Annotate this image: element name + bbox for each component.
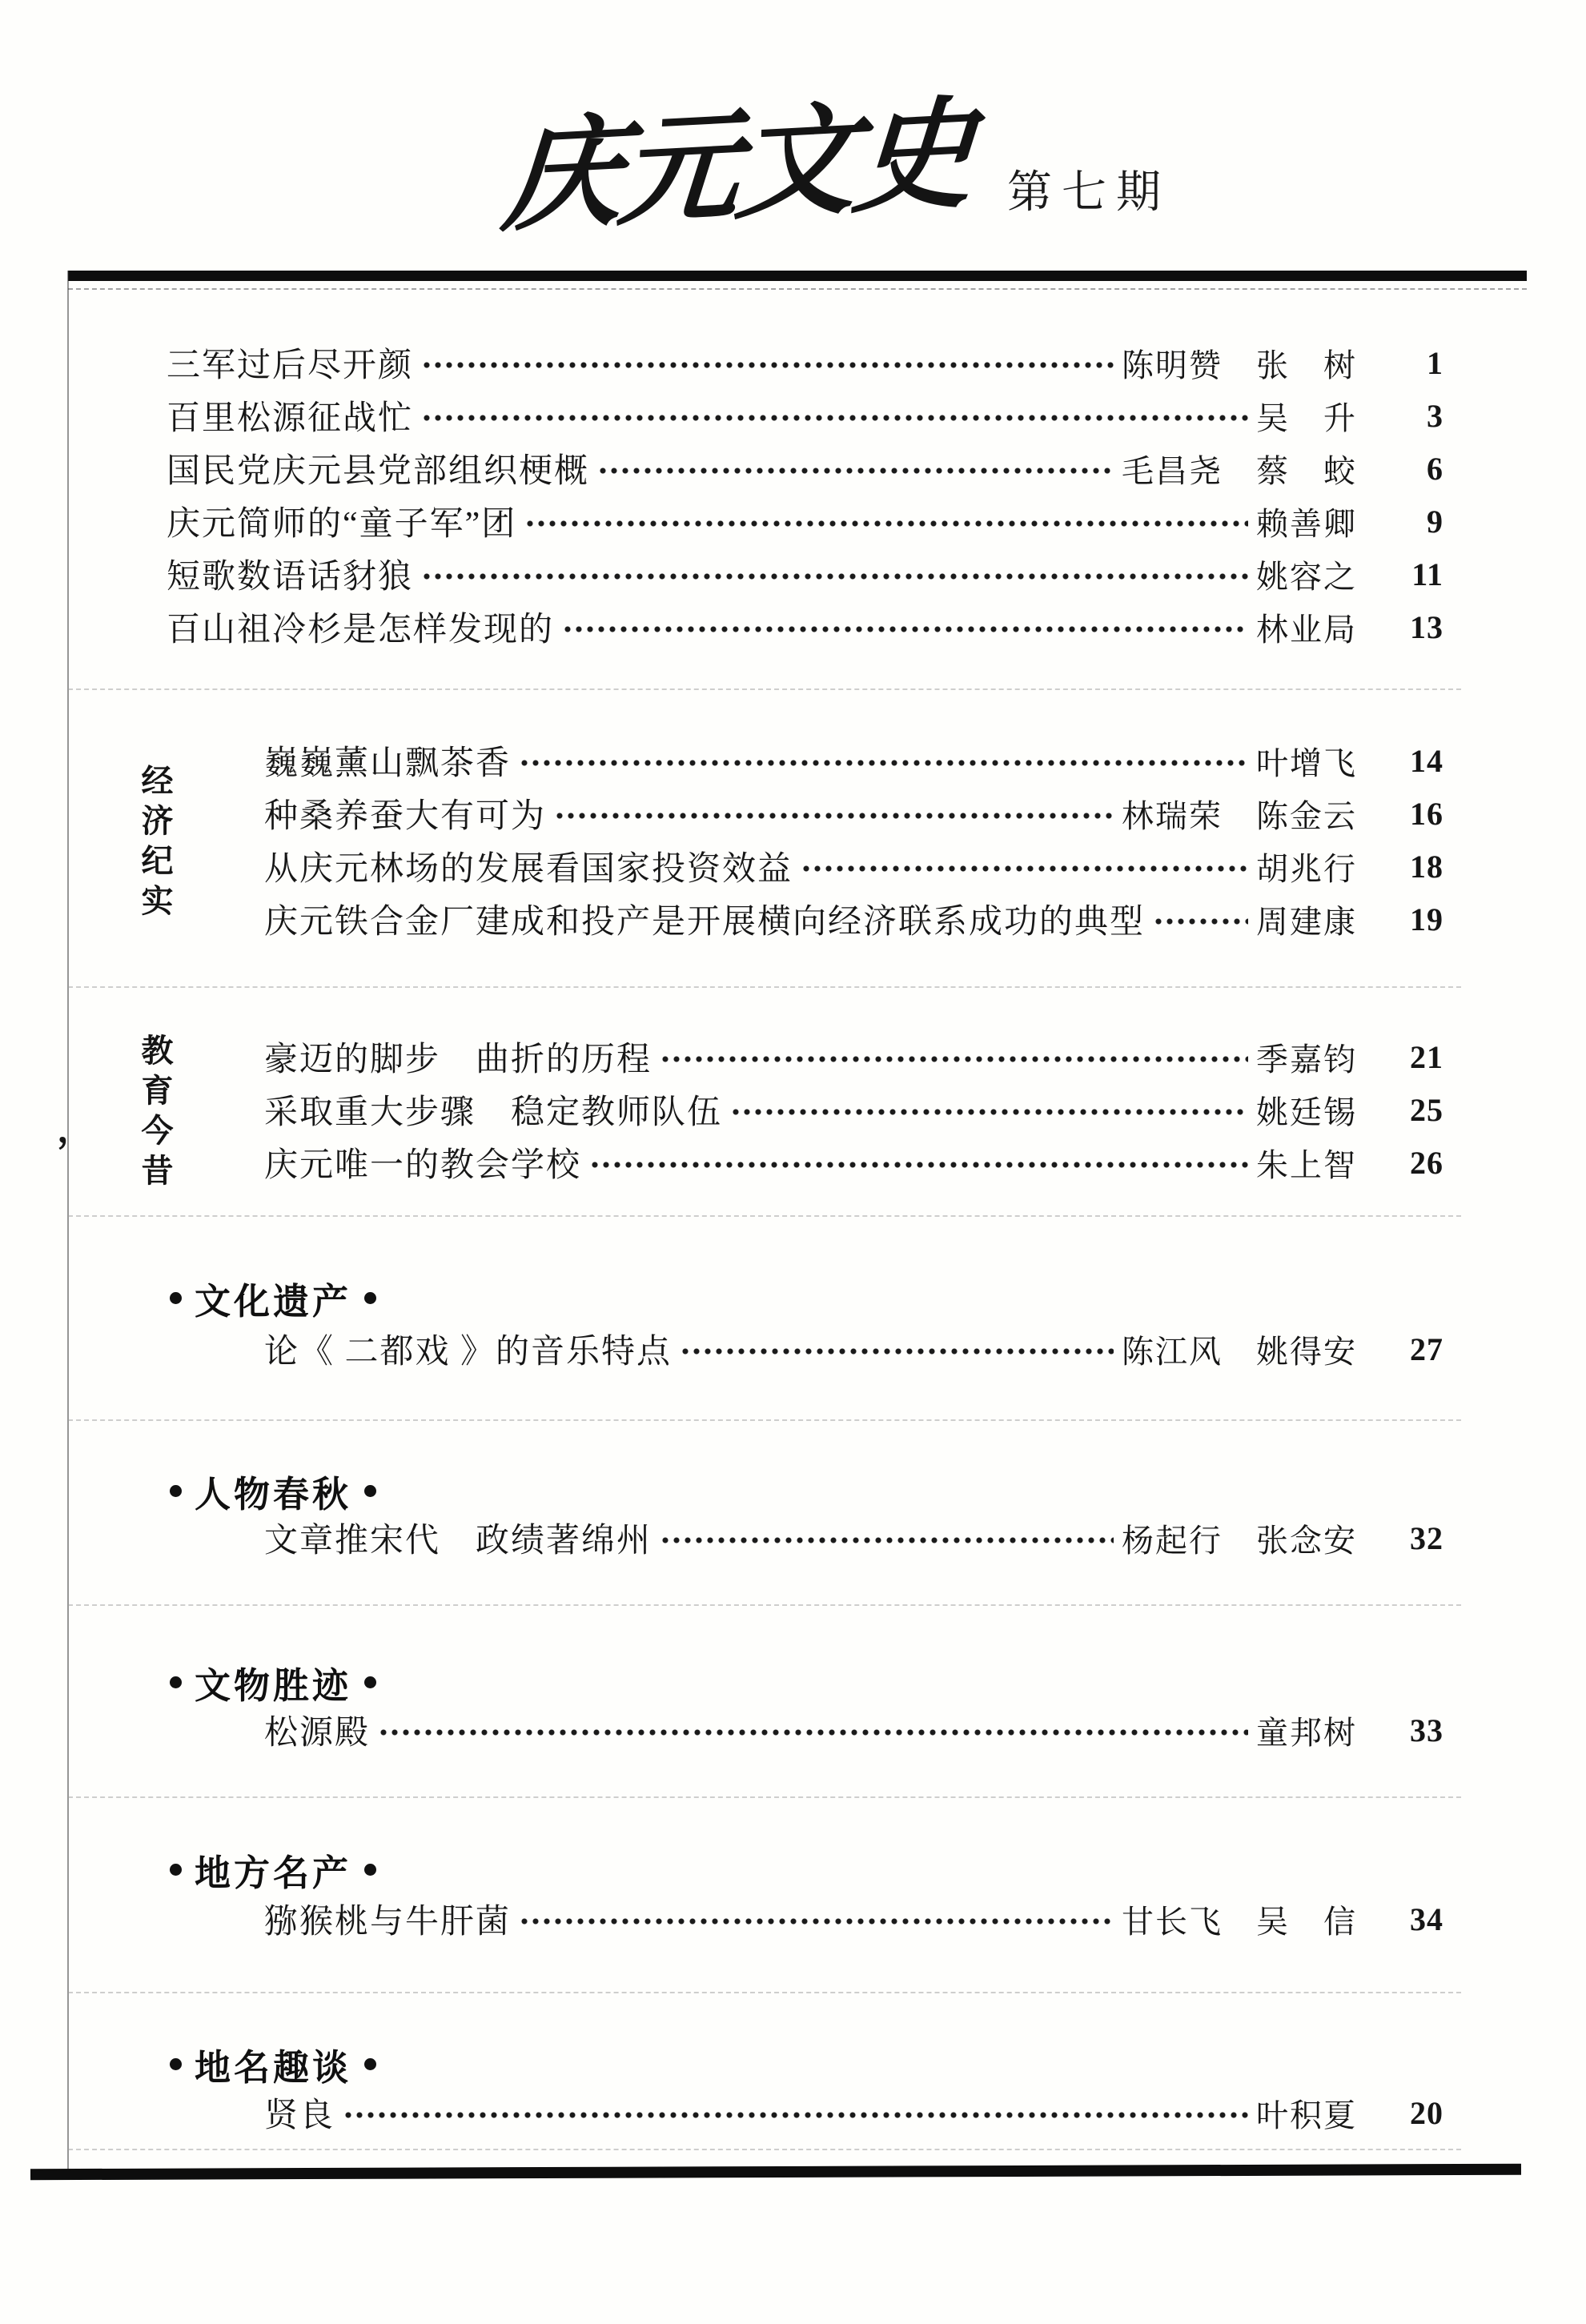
entry-title: 巍巍薰山飘茶香	[264, 745, 512, 782]
toc-group-economy	[68, 734, 1461, 945]
entry-page: 27	[1410, 1331, 1443, 1367]
entry-page: 32	[1410, 1519, 1443, 1556]
entry-title: 猕猴桃与牛肝菌	[264, 1904, 512, 1941]
toc-group-relics	[68, 1704, 1461, 1756]
toc-entry	[68, 600, 1461, 653]
section-header-label: 人物春秋	[195, 1474, 352, 1515]
entry-authors: 童邦树	[1256, 1714, 1357, 1751]
entry-title: 庆元铁合金厂建成和投产是开展横向经济联系成功的典型	[264, 904, 1146, 941]
dot-leader	[420, 397, 1248, 434]
toc-group-people	[68, 1511, 1461, 1564]
section-separator	[68, 1419, 1461, 1421]
toc-entry	[68, 840, 1461, 893]
dot-leader	[1151, 901, 1248, 937]
toc-entry	[68, 389, 1461, 442]
entry-title: 百里松源征战忙	[167, 400, 414, 437]
dot-leader	[596, 450, 1114, 487]
entry-authors: 吴 升	[1256, 399, 1357, 436]
section-separator	[68, 1992, 1461, 1993]
entry-title: 三军过后尽开颜	[167, 347, 414, 384]
entry-title: 采取重大步骤 稳定教师队伍	[264, 1094, 723, 1131]
entry-title: 从庆元林场的发展看国家投资效益	[264, 851, 793, 888]
entry-title: 文章推宋代 政绩著绵州	[264, 1523, 652, 1559]
toc-entry	[68, 2086, 1461, 2139]
toc-entry	[68, 1030, 1461, 1083]
dot-leader	[517, 742, 1248, 779]
toc-entry	[68, 734, 1461, 787]
dot-leader	[658, 1038, 1248, 1075]
toc-group-place-names	[68, 2086, 1461, 2139]
dot-leader	[376, 1712, 1248, 1748]
bullet-icon	[170, 1292, 182, 1304]
entry-title: 短歌数语话豺狼	[167, 559, 414, 596]
section-header-place-names	[68, 2041, 376, 2087]
entry-authors: 周建康	[1256, 903, 1357, 940]
dot-leader	[420, 344, 1114, 381]
bullet-icon	[364, 1485, 376, 1497]
bullet-icon	[170, 2058, 182, 2070]
dot-leader	[552, 795, 1114, 832]
entry-page: 20	[1410, 2094, 1443, 2131]
entry-authors: 赖善卿	[1256, 505, 1357, 542]
dot-leader	[588, 1144, 1248, 1181]
entry-page: 26	[1410, 1144, 1443, 1181]
section-separator	[68, 1796, 1461, 1798]
entry-authors: 季嘉钧	[1256, 1041, 1357, 1078]
toc-entry	[68, 1136, 1461, 1189]
dot-leader	[729, 1091, 1248, 1128]
entry-title: 庆元简师的“童子军”团	[167, 506, 517, 543]
entry-authors: 毛昌尧 蔡 蛟	[1122, 452, 1357, 489]
toc-group-local-products	[68, 1893, 1461, 1945]
toc-entry	[68, 1511, 1461, 1564]
entry-title: 贤良	[264, 2097, 335, 2134]
section-header-label: 文物胜迹	[195, 1665, 352, 1706]
bullet-icon	[364, 1292, 376, 1304]
section-header-label: 地名趣谈	[195, 2047, 352, 2088]
dot-leader	[523, 503, 1248, 540]
dot-leader	[517, 1901, 1114, 1937]
dot-leader	[560, 608, 1248, 645]
entry-title: 国民党庆元县党部组织梗概	[167, 453, 590, 490]
entry-page: 33	[1410, 1712, 1443, 1748]
dot-leader	[420, 556, 1248, 592]
entry-authors: 林业局	[1256, 611, 1357, 648]
toc-entry	[68, 495, 1461, 548]
dot-leader	[678, 1331, 1114, 1367]
section-header-local-products	[68, 1846, 376, 1893]
issue-number: 第七期	[1007, 167, 1171, 218]
toc-entry	[68, 1704, 1461, 1756]
stray-ink-mark: ，	[57, 1109, 94, 1150]
entry-authors: 叶增飞	[1256, 745, 1357, 781]
entry-page: 3	[1427, 397, 1443, 434]
toc-group-cultural-heritage	[68, 1323, 1461, 1375]
entry-page: 19	[1410, 901, 1443, 937]
section-separator	[68, 688, 1461, 690]
toc-entry	[68, 787, 1461, 840]
section-header-relics	[68, 1659, 376, 1705]
bullet-icon	[170, 1485, 182, 1497]
entry-authors: 林瑞荣 陈金云	[1122, 797, 1357, 834]
entry-title: 论《 二都戏 》的音乐特点	[264, 1334, 673, 1371]
entry-page: 18	[1410, 848, 1443, 885]
dot-leader	[341, 2094, 1248, 2131]
section-header-label: 文化遗产	[195, 1281, 352, 1322]
section-header-cultural-heritage	[68, 1274, 376, 1321]
dot-leader	[799, 848, 1248, 885]
bullet-icon	[170, 1676, 182, 1688]
section-separator	[68, 986, 1461, 988]
section-label-economy: 经济纪实	[137, 764, 173, 924]
entry-authors: 甘长飞 吴 信	[1122, 1903, 1357, 1940]
entry-title: 庆元唯一的教会学校	[264, 1147, 582, 1184]
entry-authors: 陈江风 姚得安	[1122, 1333, 1357, 1370]
entry-page: 11	[1411, 556, 1443, 592]
entry-page: 14	[1410, 742, 1443, 779]
entry-title: 百山祖冷杉是怎样发现的	[167, 612, 555, 648]
entry-title: 种桑养蚕大有可为	[264, 798, 547, 835]
entry-page: 1	[1427, 344, 1443, 381]
toc-group-education	[68, 1030, 1461, 1189]
toc-entry	[68, 442, 1461, 495]
bullet-icon	[364, 2058, 376, 2070]
toc-entry	[68, 1893, 1461, 1945]
bottom-rule-underline	[68, 2149, 1461, 2150]
toc-entry	[68, 1323, 1461, 1375]
entry-page: 13	[1410, 608, 1443, 645]
toc-entry	[68, 548, 1461, 600]
entry-authors: 胡兆行	[1256, 850, 1357, 887]
entry-title: 松源殿	[264, 1715, 371, 1752]
section-header-label: 地方名产	[195, 1852, 352, 1893]
bullet-icon	[170, 1864, 182, 1876]
bullet-icon	[364, 1676, 376, 1688]
table-of-contents	[57, 0, 1461, 2324]
toc-entry	[68, 1083, 1461, 1136]
entry-authors: 姚廷锡	[1256, 1094, 1357, 1130]
entry-authors: 姚容之	[1256, 558, 1357, 595]
entry-page: 9	[1427, 503, 1443, 540]
section-separator	[68, 1604, 1461, 1606]
entry-title: 豪迈的脚步 曲折的历程	[264, 1042, 652, 1078]
entry-page: 25	[1410, 1091, 1443, 1128]
entry-authors: 陈明赞 张 树	[1122, 347, 1357, 383]
entry-page: 34	[1410, 1901, 1443, 1937]
dot-leader	[658, 1519, 1114, 1556]
entry-page: 6	[1427, 450, 1443, 487]
section-header-people	[68, 1467, 376, 1514]
entry-page: 16	[1410, 795, 1443, 832]
section-label-education: 教育今昔	[137, 1034, 173, 1194]
entry-authors: 朱上智	[1256, 1146, 1357, 1183]
toc-group-front	[68, 336, 1461, 653]
journal-title-calligraphy: 庆元文史	[498, 88, 975, 247]
bullet-icon	[364, 1864, 376, 1876]
toc-entry	[68, 893, 1461, 945]
toc-entry	[68, 336, 1461, 389]
entry-authors: 杨起行 张念安	[1122, 1522, 1357, 1559]
section-separator	[68, 1215, 1461, 1217]
entry-page: 21	[1410, 1038, 1443, 1075]
entry-authors: 叶积夏	[1256, 2097, 1357, 2133]
